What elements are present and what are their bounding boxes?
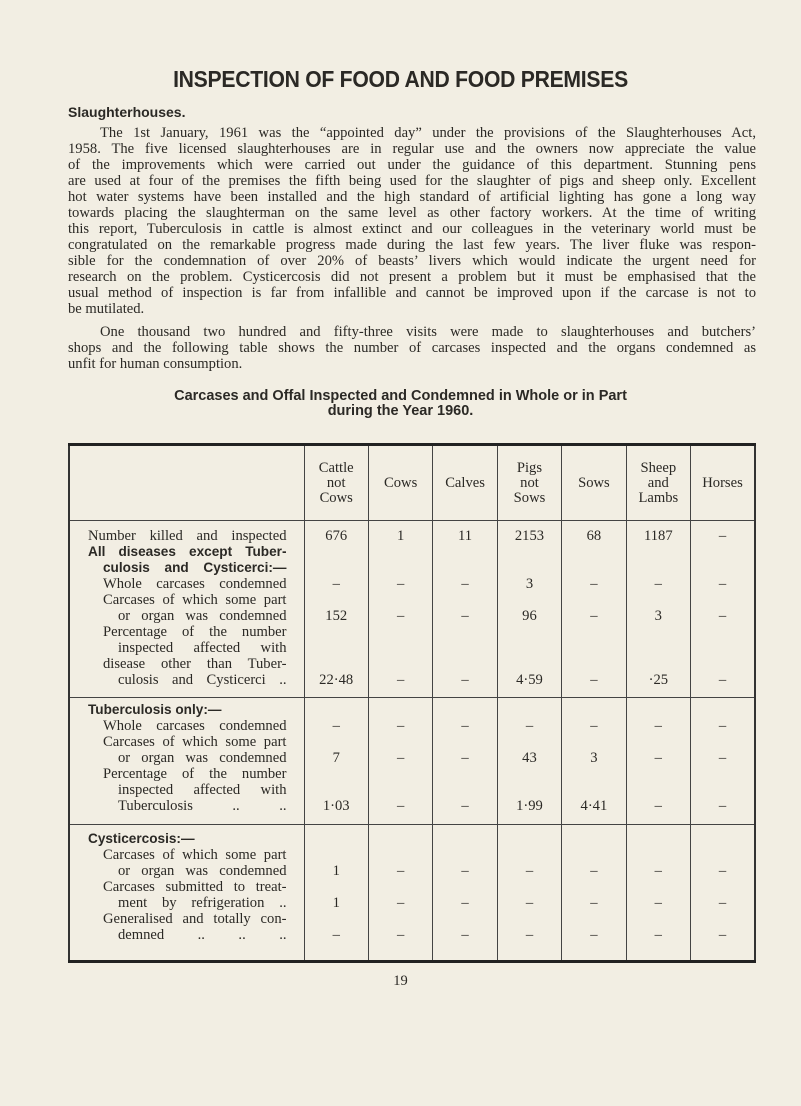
cell-value: 68 bbox=[586, 528, 602, 544]
cell-value bbox=[305, 656, 368, 672]
cell-value: – bbox=[461, 927, 469, 943]
cell-value: – bbox=[396, 608, 405, 624]
cell-value bbox=[433, 911, 496, 927]
cell-value bbox=[433, 782, 496, 798]
cell-value: – bbox=[461, 863, 469, 879]
cell-value: – bbox=[654, 750, 662, 766]
text-line: congratulated on the remarkable progress made during the last few years. The liver fluke was respon- bbox=[68, 237, 756, 253]
carcases-table bbox=[68, 443, 756, 963]
cell-value bbox=[369, 734, 432, 750]
cell-value bbox=[433, 560, 496, 576]
cell-value: 96 bbox=[522, 608, 537, 624]
row-label: Carcases of which some part bbox=[103, 847, 287, 863]
header-line: not bbox=[520, 474, 539, 491]
cell-value: – bbox=[590, 863, 598, 879]
cell-value bbox=[562, 640, 625, 656]
header-line: and bbox=[647, 474, 669, 491]
value-cell bbox=[562, 825, 626, 962]
row-label: Number killed and inspected bbox=[88, 528, 287, 544]
cell-value: – bbox=[590, 718, 598, 734]
header-line: Cows bbox=[319, 489, 353, 506]
column-header bbox=[368, 445, 432, 521]
cell-value: – bbox=[590, 672, 598, 688]
cell-value: – bbox=[396, 798, 405, 814]
cell-value: – bbox=[332, 718, 340, 734]
cell-value bbox=[369, 640, 432, 656]
value-cell bbox=[691, 698, 755, 825]
cell-value bbox=[305, 911, 368, 927]
cell-value: – bbox=[590, 576, 598, 592]
cell-value bbox=[627, 702, 690, 718]
cell-value: – bbox=[332, 927, 340, 943]
column-header bbox=[691, 445, 755, 521]
page-title: INSPECTION OF FOOD AND FOOD PREMISES bbox=[173, 66, 628, 92]
cell-value: 2153 bbox=[514, 528, 545, 544]
header-line: Cattle bbox=[318, 459, 354, 476]
value-cell bbox=[497, 825, 561, 962]
cell-value: – bbox=[590, 927, 598, 943]
cell-value: – bbox=[525, 927, 534, 943]
value-cell bbox=[562, 521, 626, 698]
cell-value bbox=[305, 847, 368, 863]
cell-value: – bbox=[461, 718, 469, 734]
cell-value bbox=[562, 734, 625, 750]
cell-value: – bbox=[525, 863, 534, 879]
cell-value bbox=[433, 879, 496, 895]
cell-value bbox=[562, 592, 625, 608]
cell-value bbox=[627, 592, 690, 608]
cell-value: – bbox=[654, 895, 662, 911]
cell-value: – bbox=[396, 672, 405, 688]
cell-value bbox=[498, 911, 561, 927]
header-line: Pigs bbox=[516, 459, 543, 476]
value-cell bbox=[304, 698, 368, 825]
cell-value bbox=[627, 544, 690, 560]
cell-value: – bbox=[654, 798, 662, 814]
cell-value: – bbox=[718, 576, 727, 592]
cell-value: – bbox=[718, 895, 727, 911]
cell-value bbox=[498, 879, 561, 895]
text-line: be mutilated. bbox=[68, 301, 145, 317]
cell-value bbox=[627, 911, 690, 927]
cell-value: 4·41 bbox=[580, 798, 608, 814]
cell-value bbox=[498, 702, 561, 718]
cell-value bbox=[369, 544, 432, 560]
cell-value bbox=[369, 831, 432, 847]
value-cell bbox=[497, 521, 561, 698]
cell-value: 4·59 bbox=[516, 672, 543, 688]
text-line: towards placing the slaughterman on the same level as other factory workers. At the time of writing bbox=[68, 205, 756, 221]
section-heading: Slaughterhouses. bbox=[68, 104, 186, 120]
cell-value bbox=[305, 702, 368, 718]
text-line: unfit for human consumption. bbox=[68, 356, 243, 372]
cell-value: 676 bbox=[325, 528, 348, 544]
cell-value bbox=[498, 560, 561, 576]
text-line: The 1st January, 1961 was the “appointed day” under the provisions of the Slaughterhouses Act, bbox=[100, 125, 756, 141]
cell-value bbox=[369, 911, 432, 927]
cell-value bbox=[433, 734, 496, 750]
cell-value: – bbox=[718, 863, 727, 879]
header-line: Sows bbox=[513, 489, 546, 506]
table-section-row bbox=[69, 698, 755, 825]
text-line: 1958. The five licensed slaughterhouses are in regular use and the owners now appreciate the value bbox=[68, 141, 756, 157]
cell-value bbox=[691, 560, 754, 576]
text-line: shops and the following table shows the number of carcases inspected and the organs condemned as bbox=[68, 340, 756, 356]
value-cell bbox=[368, 825, 432, 962]
table-section-row bbox=[69, 825, 755, 962]
cell-value bbox=[498, 766, 561, 782]
cell-value bbox=[498, 831, 561, 847]
cell-value: 1·99 bbox=[516, 798, 543, 814]
row-label: culosis and Cysticerci .. bbox=[118, 672, 287, 688]
text-line: usual method of inspection is far from infallible and cannot be improved upon if the carcase is not to bbox=[68, 285, 756, 301]
text-line: sible for the condemnation of over 20% of beasts’ livers which would indicate the urgent need for bbox=[68, 253, 756, 269]
value-cell bbox=[433, 698, 497, 825]
section-heading-label: Cysticercosis:— bbox=[88, 831, 195, 846]
text-line: One thousand two hundred and fifty-three visits were made to slaughterhouses and butchers’ bbox=[100, 324, 756, 340]
cell-value bbox=[691, 624, 754, 640]
value-cell bbox=[562, 698, 626, 825]
cell-value: 1 bbox=[332, 895, 340, 911]
cell-value: – bbox=[718, 672, 727, 688]
text-line: of the improvements which were carried out under the guidance of this department. Stunning pens bbox=[68, 157, 756, 173]
cell-value: – bbox=[718, 608, 727, 624]
cell-value: – bbox=[396, 863, 405, 879]
value-cell bbox=[368, 698, 432, 825]
cell-value: 22·48 bbox=[319, 672, 354, 688]
cell-value bbox=[562, 782, 625, 798]
cell-value: 1 bbox=[396, 528, 405, 544]
cell-value: ·25 bbox=[648, 672, 669, 688]
cell-value bbox=[369, 560, 432, 576]
cell-value bbox=[691, 544, 754, 560]
cell-value bbox=[498, 734, 561, 750]
cell-value: – bbox=[396, 718, 405, 734]
column-header bbox=[562, 445, 626, 521]
cell-value bbox=[562, 624, 625, 640]
cell-value: – bbox=[396, 576, 405, 592]
cell-value: 11 bbox=[458, 528, 473, 544]
row-label: disease other than Tuber- bbox=[103, 656, 287, 672]
cell-value bbox=[305, 734, 368, 750]
cell-value: – bbox=[396, 750, 405, 766]
cell-value: – bbox=[590, 895, 598, 911]
cell-value bbox=[369, 879, 432, 895]
cell-value bbox=[369, 766, 432, 782]
row-label: Whole carcases condemned bbox=[103, 576, 287, 592]
cell-value bbox=[691, 911, 754, 927]
cell-value bbox=[691, 766, 754, 782]
row-label: or organ was condemned bbox=[118, 863, 287, 879]
cell-value: 7 bbox=[332, 750, 340, 766]
row-label: inspected affected with bbox=[118, 640, 287, 656]
cell-value bbox=[691, 847, 754, 863]
cell-value bbox=[691, 782, 754, 798]
cell-value bbox=[627, 640, 690, 656]
cell-value bbox=[498, 847, 561, 863]
cell-value: – bbox=[396, 927, 405, 943]
cell-value bbox=[433, 766, 496, 782]
table-section-row bbox=[69, 521, 755, 698]
cell-value bbox=[562, 911, 625, 927]
cell-value: – bbox=[718, 528, 727, 544]
cell-value: – bbox=[461, 608, 469, 624]
header-line: Cows bbox=[384, 474, 418, 491]
cell-value bbox=[433, 847, 496, 863]
cell-value bbox=[498, 624, 561, 640]
value-cell bbox=[433, 825, 497, 962]
cell-value bbox=[562, 702, 625, 718]
cell-value: – bbox=[590, 608, 598, 624]
cell-value: – bbox=[461, 895, 469, 911]
section-heading-label: Tuberculosis only:— bbox=[88, 702, 222, 717]
cell-value: 3 bbox=[525, 576, 534, 592]
value-cell bbox=[691, 825, 755, 962]
cell-value bbox=[305, 560, 368, 576]
cell-value bbox=[433, 640, 496, 656]
row-label: Carcases submitted to treat- bbox=[103, 879, 287, 895]
cell-value bbox=[369, 592, 432, 608]
paragraph-visits bbox=[68, 324, 756, 372]
cell-value bbox=[498, 544, 561, 560]
cell-value bbox=[305, 782, 368, 798]
column-header bbox=[304, 445, 368, 521]
cell-value bbox=[627, 734, 690, 750]
cell-value: – bbox=[461, 576, 469, 592]
cell-value: – bbox=[461, 750, 469, 766]
cell-value bbox=[305, 624, 368, 640]
row-label: Whole carcases condemned bbox=[103, 718, 287, 734]
row-label: demned .. .. .. bbox=[118, 927, 287, 943]
cell-value bbox=[305, 544, 368, 560]
cell-value bbox=[433, 831, 496, 847]
row-label: Carcases of which some part bbox=[103, 734, 287, 750]
row-label-cell bbox=[69, 825, 304, 962]
cell-value bbox=[562, 831, 625, 847]
table-caption bbox=[0, 389, 801, 419]
value-cell bbox=[626, 521, 690, 698]
cell-value bbox=[433, 702, 496, 718]
cell-value: – bbox=[461, 798, 469, 814]
cell-value bbox=[305, 592, 368, 608]
row-label: inspected affected with bbox=[118, 782, 287, 798]
cell-value bbox=[433, 592, 496, 608]
column-header bbox=[626, 445, 690, 521]
cell-value bbox=[498, 782, 561, 798]
cell-value bbox=[627, 847, 690, 863]
cell-value bbox=[433, 656, 496, 672]
cell-value bbox=[498, 640, 561, 656]
value-cell bbox=[368, 521, 432, 698]
paragraph-slaughterhouses bbox=[68, 125, 756, 317]
cell-value bbox=[498, 592, 561, 608]
cell-value: – bbox=[525, 718, 534, 734]
cell-value: – bbox=[654, 718, 662, 734]
table-header-row bbox=[69, 445, 755, 521]
value-cell bbox=[626, 825, 690, 962]
cell-value: – bbox=[654, 576, 662, 592]
row-label: Carcases of which some part bbox=[103, 592, 287, 608]
cell-value: – bbox=[718, 798, 727, 814]
row-label: or organ was condemned bbox=[118, 750, 287, 766]
cell-value bbox=[691, 656, 754, 672]
header-line: Calves bbox=[445, 474, 485, 491]
header-line: Horses bbox=[702, 474, 743, 491]
cell-value: – bbox=[718, 718, 727, 734]
row-label: ment by refrigeration .. bbox=[118, 895, 287, 911]
cell-value bbox=[627, 656, 690, 672]
cell-value bbox=[562, 766, 625, 782]
cell-value bbox=[433, 624, 496, 640]
header-line: Sheep bbox=[640, 459, 677, 476]
value-cell bbox=[691, 521, 755, 698]
row-label: Percentage of the number bbox=[103, 624, 287, 640]
row-label: or organ was condemned bbox=[118, 608, 287, 624]
cell-value bbox=[691, 640, 754, 656]
text-line: research on the problem. Cysticercosis did not present a problem but it must be emphasised that the bbox=[68, 269, 756, 285]
header-line: not bbox=[326, 474, 346, 491]
cell-value bbox=[562, 544, 625, 560]
caption-line: during the Year 1960. bbox=[327, 403, 474, 419]
row-label: Percentage of the number bbox=[103, 766, 287, 782]
value-cell bbox=[304, 825, 368, 962]
row-label-cell bbox=[69, 698, 304, 825]
cell-value bbox=[305, 831, 368, 847]
cell-value bbox=[691, 734, 754, 750]
value-cell bbox=[497, 698, 561, 825]
cell-value: 3 bbox=[654, 608, 662, 624]
cell-value bbox=[562, 847, 625, 863]
cell-value bbox=[691, 831, 754, 847]
text-line: hot water systems have been installed and the high standard of artificial lighting has gone a long way bbox=[68, 189, 756, 205]
cell-value bbox=[627, 624, 690, 640]
header-blank bbox=[69, 445, 304, 521]
cell-value bbox=[627, 766, 690, 782]
cell-value: – bbox=[396, 895, 405, 911]
cell-value bbox=[369, 702, 432, 718]
cell-value bbox=[369, 847, 432, 863]
cell-value: – bbox=[332, 576, 340, 592]
value-cell bbox=[304, 521, 368, 698]
section-heading-label: All diseases except Tuber- bbox=[88, 544, 287, 559]
cell-value: 1·03 bbox=[322, 798, 350, 814]
cell-value: 1 bbox=[332, 863, 340, 879]
cell-value: – bbox=[654, 927, 662, 943]
column-header bbox=[433, 445, 497, 521]
cell-value bbox=[305, 879, 368, 895]
text-line: are used at four of the premises the fifth being used for the slaughter of pigs and sheep only. Excellent bbox=[68, 173, 756, 189]
cell-value bbox=[627, 879, 690, 895]
cell-value bbox=[691, 702, 754, 718]
cell-value bbox=[369, 624, 432, 640]
cell-value: – bbox=[718, 750, 727, 766]
cell-value: 1187 bbox=[643, 528, 673, 544]
value-cell bbox=[626, 698, 690, 825]
section-heading-label: culosis and Cysticerci:— bbox=[103, 560, 287, 575]
page-number: 19 bbox=[393, 973, 408, 989]
cell-value: 152 bbox=[325, 608, 348, 624]
cell-value: – bbox=[461, 672, 469, 688]
header-line: Lambs bbox=[638, 489, 679, 506]
cell-value: 43 bbox=[522, 750, 537, 766]
cell-value bbox=[562, 879, 625, 895]
cell-value: – bbox=[525, 895, 534, 911]
cell-value bbox=[305, 766, 368, 782]
cell-value bbox=[627, 560, 690, 576]
cell-value bbox=[691, 879, 754, 895]
column-header bbox=[497, 445, 561, 521]
cell-value bbox=[305, 640, 368, 656]
caption-line: Carcases and Offal Inspected and Condemned in Whole or in Part bbox=[174, 388, 627, 404]
cell-value: – bbox=[654, 863, 662, 879]
value-cell bbox=[433, 521, 497, 698]
text-line: this report, Tuberculosis in cattle is almost extinct and our colleagues in the veterinary world must be bbox=[68, 221, 756, 237]
cell-value bbox=[369, 782, 432, 798]
cell-value bbox=[627, 782, 690, 798]
cell-value bbox=[562, 560, 625, 576]
cell-value bbox=[627, 831, 690, 847]
cell-value bbox=[562, 656, 625, 672]
row-label: Generalised and totally con- bbox=[103, 911, 287, 927]
row-label-cell bbox=[69, 521, 304, 698]
cell-value: – bbox=[718, 927, 727, 943]
cell-value bbox=[369, 656, 432, 672]
cell-value bbox=[498, 656, 561, 672]
row-label: Tuberculosis .. .. bbox=[118, 798, 287, 814]
cell-value: 3 bbox=[590, 750, 598, 766]
cell-value bbox=[433, 544, 496, 560]
header-line: Sows bbox=[578, 474, 610, 491]
cell-value bbox=[691, 592, 754, 608]
